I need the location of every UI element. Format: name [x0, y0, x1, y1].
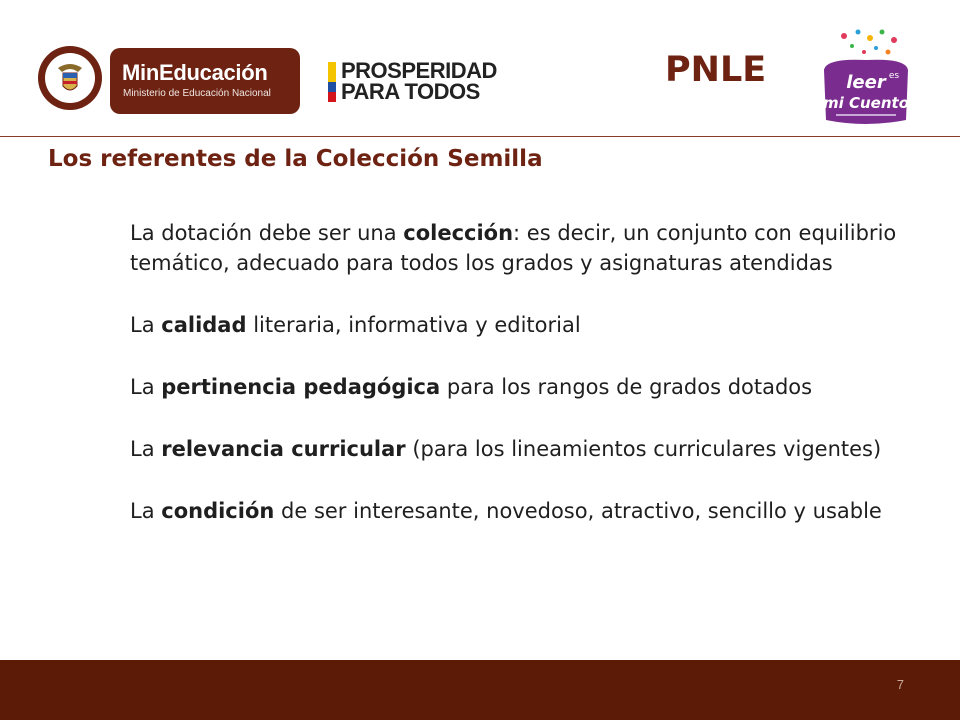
list-item: La dotación debe ser una colección: es decir, un conjunto con equilibrio temático, adecuado para todos los grados y asignaturas atendidas [130, 221, 897, 275]
mineducacion-logo [110, 48, 300, 114]
leer-es-mi-cuento-logo [814, 26, 918, 134]
list-item-keyword: relevancia curricular [161, 437, 406, 461]
prosperidad-logo [341, 60, 497, 102]
colombia-seal-icon [38, 46, 102, 110]
list-item: La pertinencia pedagógica para los rangos de grados dotados [130, 375, 813, 399]
header [0, 0, 960, 137]
list-item-keyword: condición [161, 499, 275, 523]
list-item: La calidad literaria, informativa y editorial [130, 313, 581, 337]
svg-text:es: es [888, 71, 900, 81]
svg-text:mi Cuento: mi Cuento [822, 94, 910, 112]
mineducacion-title: MinEducación [122, 60, 268, 85]
prosperidad-line2: PARA TODOS [341, 79, 480, 104]
slide-title: Los referentes de la Colección Semilla [48, 146, 543, 172]
colombia-flag-icon [328, 62, 336, 102]
pnle-label: PNLE [665, 50, 767, 90]
prosperidad-line1: PROSPERIDAD [341, 58, 497, 83]
list-item: La relevancia curricular (para los lineamientos curriculares vigentes) [130, 437, 882, 461]
mineducacion-subtitle: Ministerio de Educación Nacional [123, 88, 271, 99]
header-divider [0, 136, 960, 137]
footer-bar [0, 660, 960, 720]
svg-text:leer: leer [846, 72, 886, 93]
page-number: 7 [896, 677, 904, 692]
list-item-keyword: pertinencia pedagógica [161, 375, 441, 399]
list-item: La condición de ser interesante, novedoso, atractivo, sencillo y usable [130, 499, 882, 523]
content-list [130, 218, 942, 558]
list-item-keyword: colección [403, 221, 514, 245]
list-item-keyword: calidad [161, 313, 247, 337]
